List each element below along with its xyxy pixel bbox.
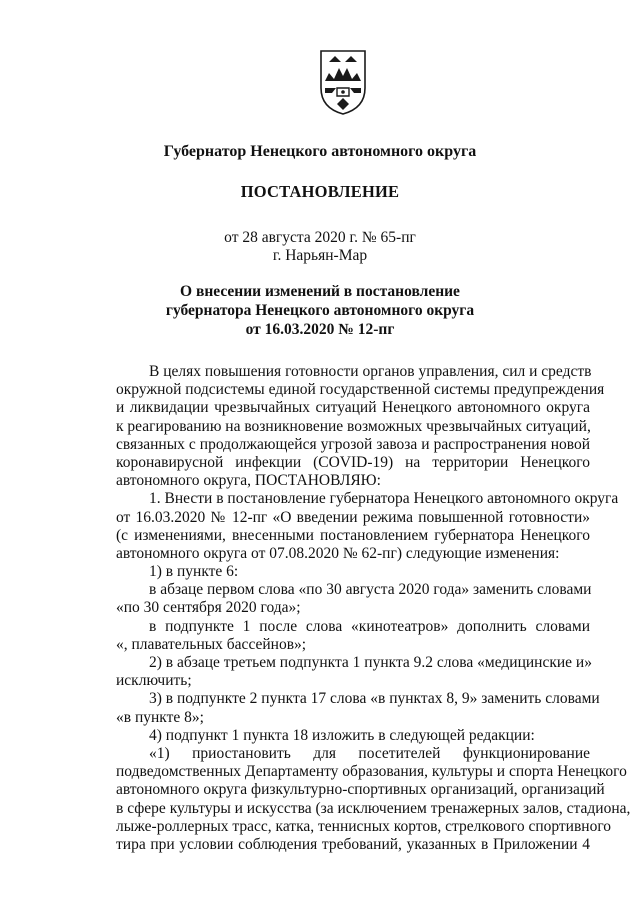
body-line: в подпункте 1 после слова «кинотеатров» дополнить словами (149, 617, 590, 635)
body-line: «1) приостановить для посетителей функционирование (149, 744, 590, 762)
body-line: и ликвидации чрезвычайных ситуаций Ненецкого автономного округа (116, 399, 590, 417)
body-line: 2) в абзаце третьем подпункта 1 пункта 9.2 слова «медицинские и» (149, 654, 592, 671)
title-line: О внесении изменений в постановление (180, 283, 460, 300)
place: г. Нарьян-Мар (272, 247, 368, 264)
body-line: связанных с продолжающейся угрозой завоза и распространения новой (116, 435, 590, 453)
coat-of-arms-icon (318, 48, 368, 116)
body-line: тира при условии соблюдения требований, указанных в Приложении 4 (116, 835, 590, 853)
body-line: «в пункте 8»; (116, 708, 204, 726)
document-body (116, 363, 631, 854)
body-line: лыже-роллерных трасс, катка, теннисных кортов, стрелкового спортивного (116, 817, 612, 835)
body-line: автономного округа от 07.08.2020 № 62-пг) следующие изменения: (116, 544, 560, 562)
title-line: от 16.03.2020 № 12-пг (245, 321, 395, 338)
body-line: (с изменениями, внесенными постановлением губернатора Ненецкого (116, 526, 590, 544)
body-line: в абзаце первом слова «по 30 августа 2020 года» заменить словами (149, 581, 592, 599)
document-title (0, 282, 640, 339)
body-line: автономного округа физкультурно-спортивных организаций, организаций (116, 781, 605, 799)
body-line: к реагированию на возникновение возможных чрезвычайных ситуаций, (116, 417, 591, 435)
body-line: 4) подпункт 1 пункта 18 изложить в следующей редакции: (149, 726, 535, 744)
issuer-heading: Губернатор Ненецкого автономного округа (163, 143, 477, 160)
date-number: от 28 августа 2020 г. № 65-пг (224, 229, 416, 246)
body-line: коронавирусной инфекции (COVID-19) на территории Ненецкого (116, 453, 590, 471)
body-line: в сфере культуры и искусства (за исключением тренажерных залов, стадиона, (116, 799, 631, 817)
body-line: 1. Внести в постановление губернатора Ненецкого автономного округа (149, 490, 619, 508)
body-line: подведомственных Департаменту образования, культуры и спорта Ненецкого (116, 763, 627, 781)
body-line: окружной подсистемы единой государственной системы предупреждения (116, 381, 605, 399)
body-line: 3) в подпункте 2 пункта 17 слова «в пунктах 8, 9» заменить словами (149, 690, 600, 708)
body-line: В целях повышения готовности органов управления, сил и средств (149, 363, 592, 380)
title-line: губернатора Ненецкого автономного округа (165, 302, 475, 319)
body-line: 1) в пункте 6: (149, 563, 239, 581)
body-line: «по 30 сентября 2020 года»; (116, 599, 301, 617)
body-line: автономного округа, ПОСТАНОВЛЯЮ: (116, 472, 381, 490)
body-line: от 16.03.2020 № 12-пг «О введении режима повышенной готовности» (116, 508, 590, 526)
document-type-heading: ПОСТАНОВЛЕНИЕ (240, 182, 400, 201)
body-line: «, плавательных бассейнов»; (116, 635, 307, 653)
body-line: исключить; (116, 672, 192, 690)
